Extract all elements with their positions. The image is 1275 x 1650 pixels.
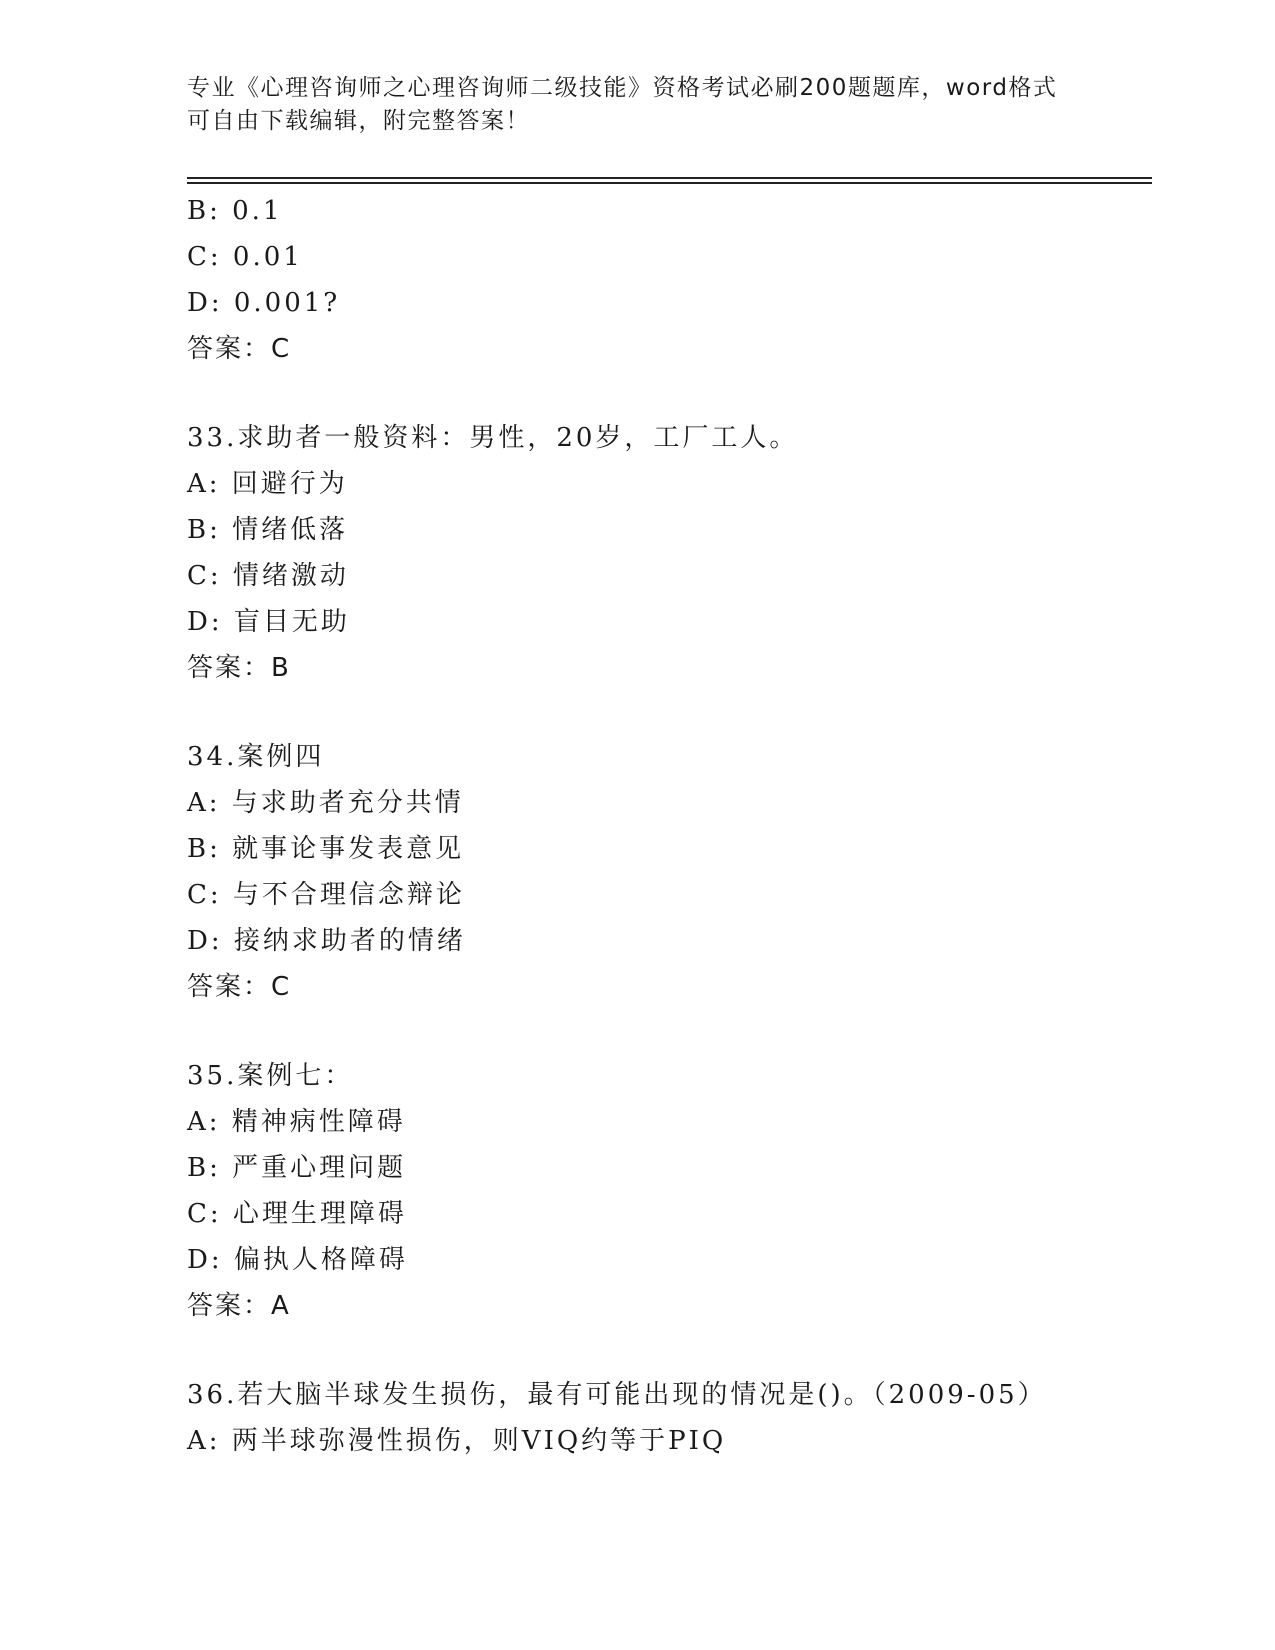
option-a: A: 两半球弥漫性损伤，则VIQ约等于PIQ — [187, 1426, 727, 1456]
option-b: B: 情绪低落 — [187, 515, 349, 545]
document-header — [187, 72, 1067, 138]
question-block-36 — [187, 1372, 1152, 1464]
question-stem: 36.若大脑半球发生损伤，最有可能出现的情况是()。（2009-05） — [187, 1380, 1047, 1410]
option-d: D: 偏执人格障碍 — [187, 1245, 408, 1275]
question-list — [187, 188, 1152, 1464]
answer-line: 答案：C — [187, 334, 292, 364]
header-line-2: 可自由下载编辑，附完整答案！ — [187, 108, 530, 134]
header-divider-bottom — [187, 182, 1152, 184]
answer-line: 答案：B — [187, 653, 291, 683]
option-c: C: 0.01 — [187, 242, 303, 272]
option-c: C: 情绪激动 — [187, 561, 349, 591]
option-b: B: 严重心理问题 — [187, 1153, 407, 1183]
header-line-1: 专业《心理咨询师之心理咨询师二级技能》资格考试必刷200题题库，word格式 — [187, 75, 1058, 101]
question-stem: 33.求助者一般资料：男性，20岁，工厂工人。 — [187, 423, 799, 453]
option-a: A: 与求助者充分共情 — [187, 788, 464, 818]
question-block-35 — [187, 1053, 1152, 1329]
answer-line: 答案：A — [187, 1291, 291, 1321]
option-d: D: 接纳求助者的情绪 — [187, 926, 466, 956]
question-block-prev — [187, 188, 1152, 372]
option-a: A: 精神病性障碍 — [187, 1107, 406, 1137]
question-block-34 — [187, 734, 1152, 1010]
header-divider-top — [187, 177, 1152, 179]
option-d: D: 盲目无助 — [187, 607, 350, 637]
question-stem: 35.案例七： — [187, 1061, 354, 1091]
option-d: D: 0.001? — [187, 288, 341, 318]
option-c: C: 心理生理障碍 — [187, 1199, 407, 1229]
option-c: C: 与不合理信念辩论 — [187, 880, 465, 910]
question-stem: 34.案例四 — [187, 742, 325, 772]
question-block-33 — [187, 415, 1152, 691]
option-a: A: 回避行为 — [187, 469, 348, 499]
option-b: B: 就事论事发表意见 — [187, 834, 465, 864]
answer-line: 答案：C — [187, 972, 292, 1002]
option-b: B: 0.1 — [187, 196, 283, 226]
